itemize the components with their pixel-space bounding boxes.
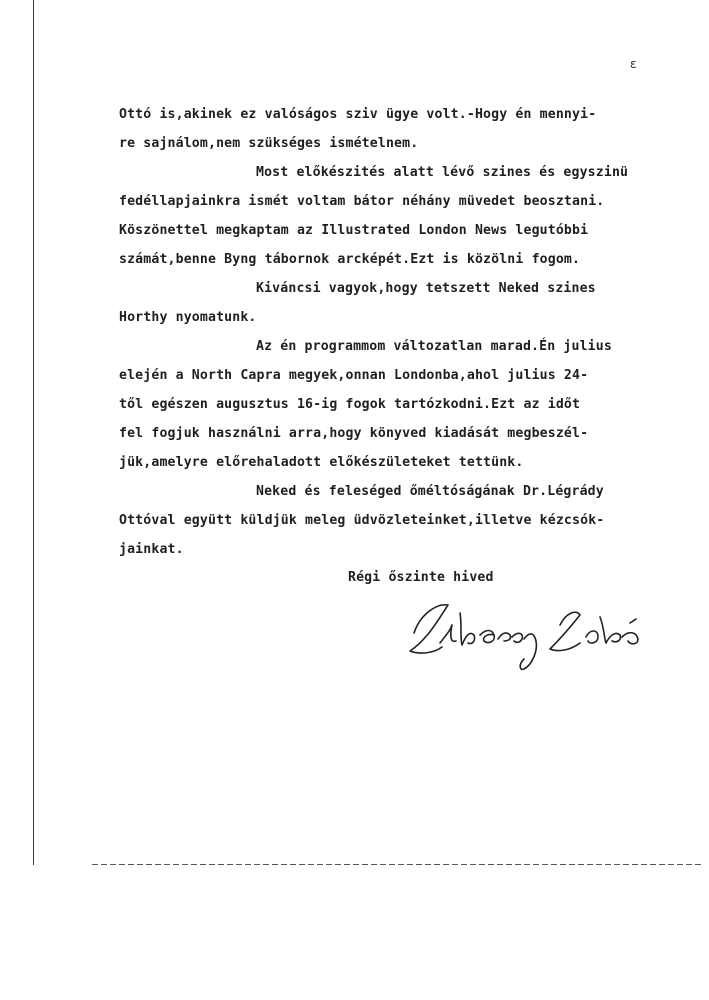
closing-salutation: Régi őszinte hived [348, 570, 494, 585]
body-line-4: fedéllapjainkra ismét voltam bátor néhány müvedet beosztani. [119, 194, 605, 209]
page-edge-line [33, 0, 34, 865]
body-line-10: elején a North Capra megyek,onnan Londonba,ahol julius 24- [119, 368, 589, 383]
margin-mark: ε [629, 57, 637, 71]
bottom-rule [92, 864, 702, 865]
body-line-15: Ottóval együtt küldjük meleg üdvözleteinket,illetve kézcsók- [119, 513, 605, 528]
body-line-16: jainkat. [119, 542, 184, 557]
body-line-2: re sajnálom,nem szükséges ismételnem. [119, 136, 419, 151]
body-line-6: számát,benne Byng tábornok arcképét.Ezt is közölni fogom. [119, 252, 581, 267]
body-line-11: től egészen augusztus 16-ig fogok tartózkodni.Ezt az időt [119, 397, 581, 412]
body-line-1: Ottó is,akinek ez valóságos sziv ügye volt.-Hogy én mennyi- [119, 107, 597, 122]
body-line-9: Az én programmom változatlan marad.Én julius [256, 339, 612, 354]
body-line-5: Köszönettel megkaptam az Illustrated London News legutóbbi [119, 223, 589, 238]
body-line-3: Most előkészités alatt lévő szines és egyszinü [256, 165, 629, 180]
body-line-14: Neked és feleséged őméltóságának Dr.Légrády [256, 484, 604, 499]
body-line-13: jük,amelyre előrehaladott előkészületeket tettünk. [119, 455, 524, 470]
body-line-8: Horthy nyomatunk. [119, 310, 257, 325]
body-line-12: fel fogjuk használni arra,hogy könyved kiadását megbeszél- [119, 426, 589, 441]
handwritten-signature [400, 595, 700, 675]
body-line-7: Kiváncsi vagyok,hogy tetszett Neked szines [256, 281, 596, 296]
